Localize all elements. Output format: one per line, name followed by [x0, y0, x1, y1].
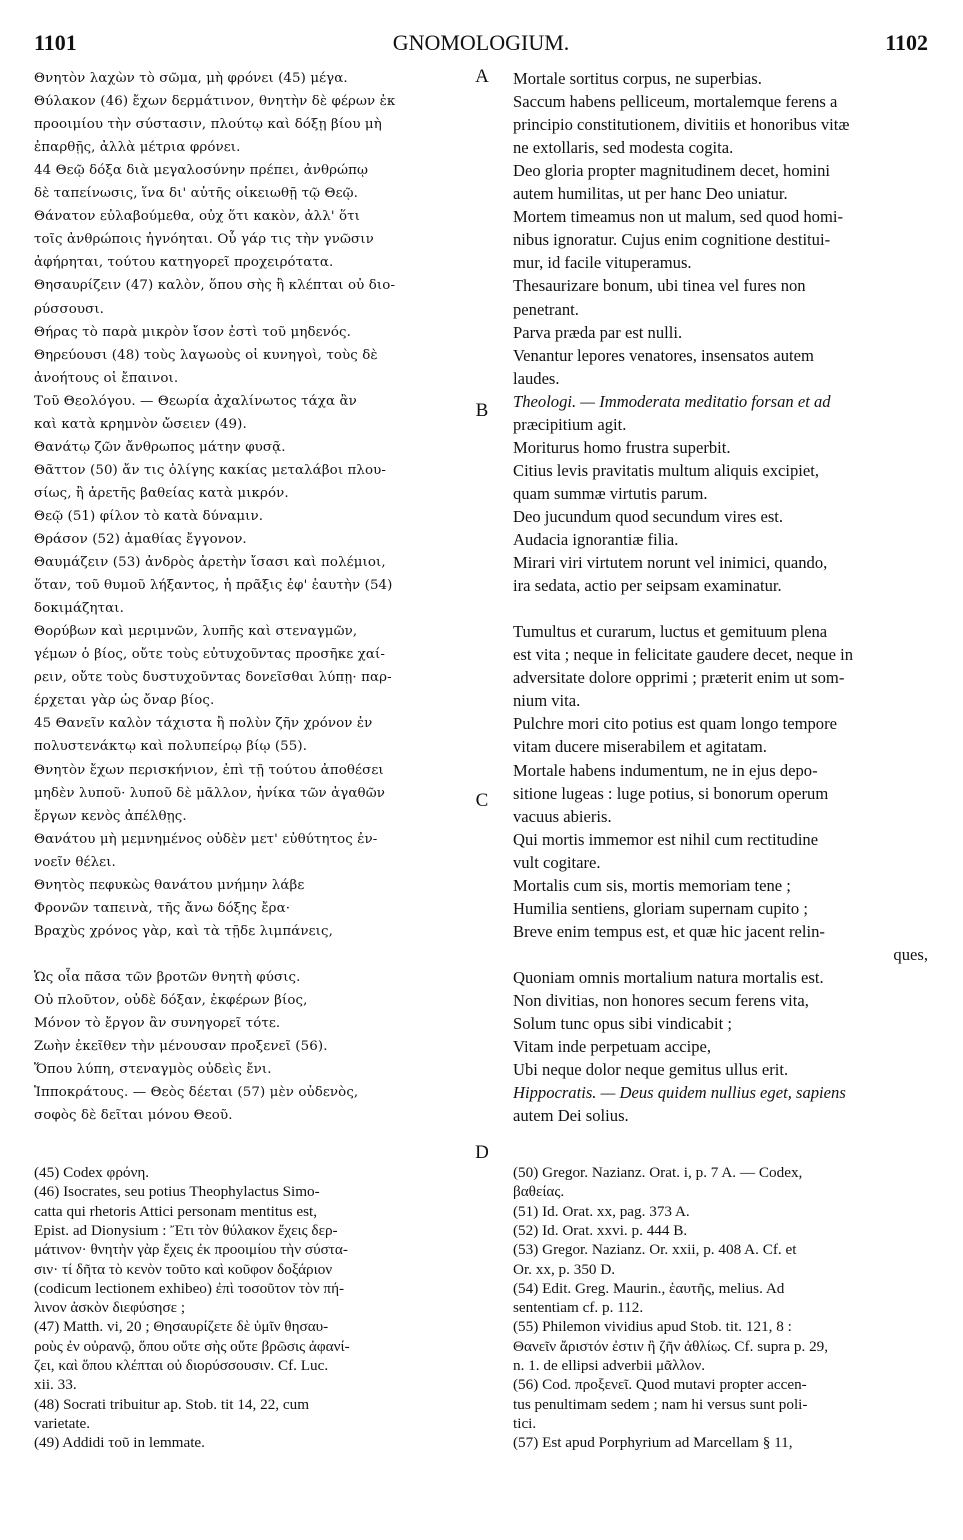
text-line: n. 1. de ellipsi adverbii μᾶλλον. — [513, 1357, 706, 1374]
text-line: Ὅπου λύπη, στεναγμὸς οὐδεὶς ἔνι. — [34, 1062, 272, 1078]
text-line: ques, — [893, 944, 928, 964]
text-line: Mortale sortitus corpus, ne superbias. — [513, 69, 762, 88]
text-line: catta qui rhetoris Attici personam mentitus est, — [34, 1202, 318, 1220]
text-line: Θεῷ (51) φίλον τὸ κατὰ δύναμιν. — [34, 508, 264, 524]
text-line: Θράσον (52) ἀμαθίας ἔγγονον. — [34, 532, 247, 547]
text-line: Θηρεύουσι (48) τοὺς λαγωοὺς οἱ κυνηγοὶ, τοὺς δὲ — [34, 347, 378, 363]
text-line: πολυστενάκτῳ καὶ πολυπείρῳ βίῳ (55). — [34, 739, 308, 755]
text-line: penetrant. — [513, 299, 579, 319]
text-line: Moriturus homo frustra superbit. — [513, 437, 731, 457]
text-line: Breve enim tempus est, et quæ hic jacent relin- — [513, 921, 825, 941]
text-line: Θνητὸν ἔχων περισκήνιον, ἐπὶ τῇ τούτου ἀποθέσει — [34, 762, 384, 778]
text-line: Βραχὺς χρόνος γὰρ, καὶ τὰ τῇδε λιμπάνεις, — [34, 923, 333, 939]
text-line: autem Dei solius. — [513, 1106, 629, 1126]
running-title: GNOMOLOGIUM. — [392, 30, 570, 55]
text-line — [34, 944, 469, 966]
text-line: 44 Θεῷ δόξα διὰ μεγαλοσύνην πρέπει, ἀνθρώπῳ — [34, 163, 369, 179]
text-line: Saccum habens pelliceum, mortalemque ferens a — [513, 92, 838, 112]
text-line: ira sedata, actio per seipsam examinatur. — [513, 576, 782, 596]
text-line: autem humilitas, ut per hanc Deo uniatur. — [513, 184, 788, 204]
text-line: Hippocratis. — Deus quidem nullius eget, sapiens — [513, 1083, 846, 1103]
text-line: Epist. ad Dionysium : Ἔτι τὸν θύλακον ἔχεις δερ- — [34, 1221, 338, 1239]
text-line: Φρονῶν ταπεινὰ, τῆς ἄνω δόξης ἔρα· — [34, 900, 291, 916]
text-line: (46) Isocrates, seu potius Theophylactus Simo- — [34, 1183, 320, 1201]
text-line: nibus ignoratur. Cujus enim cognitione destitui- — [513, 230, 831, 250]
text-line: Θνητὸν λαχὼν τὸ σῶμα, μὴ φρόνει (45) μέγα. — [34, 71, 348, 86]
text-line: nium vita. — [513, 691, 581, 711]
text-line: Θάνατον εὐλαβούμεθα, οὐχ ὅτι κακὸν, ἀλλ' ὅτι — [34, 209, 360, 225]
text-line: ἐπαρθῇς, ἀλλὰ μέτρια φρόνει. — [34, 140, 241, 156]
margin-marker-a: A — [475, 66, 489, 87]
text-line: ἀφήρηται, τούτου κατηγορεῖ προχειρότατα. — [34, 255, 334, 271]
text-line: Quoniam omnis mortalium natura mortalis est. — [513, 967, 824, 987]
text-line: Deo jucundum quod secundum vires est. — [513, 506, 784, 526]
text-line: καὶ κατὰ κρημνὸν ὤσειεν (49). — [34, 416, 247, 432]
text-line: προοιμίου τὴν σύστασιν, πλούτῳ καὶ δόξῃ βίου μὴ — [34, 117, 382, 133]
text-line: ροὺς ἐν οὐρανῷ, ὅπου οὔτε σὴς οὔτε βρῶσις ἀφανί- — [34, 1337, 350, 1355]
text-line: (56) Cod. προξενεῖ. Quod mutavi propter accen- — [513, 1376, 807, 1394]
text-line: (49) Addidi τοῦ in lemmate. — [34, 1434, 205, 1452]
text-line: Theologi. — Immoderata meditatio forsan et ad — [513, 391, 831, 411]
text-line: βαθείας. — [513, 1183, 565, 1201]
text-line: γέμων ὁ βίος, οὔτε τοὺς εὐτυχοῦντας προσῆκε χαί- — [34, 647, 385, 663]
text-line: Solum tunc opus sibi vindicabit ; — [513, 1014, 732, 1034]
text-line: Θησαυρίζειν (47) καλὸν, ὅπου σὴς ἢ κλέπται οὐ διο- — [34, 278, 396, 294]
text-line: est vita ; neque in felicitate gaudere decet, neque in — [513, 645, 854, 665]
text-line: Tumultus et curarum, luctus et gemituum plena — [513, 622, 828, 642]
text-line: σίως, ἢ ἀρετῆς βαθείας κατὰ μικρόν. — [34, 485, 289, 501]
text-line: Θύλακον (46) ἔχων δερμάτινον, θνητὴν δὲ φέρων ἐκ — [34, 94, 396, 110]
text-line: Τοῦ Θεολόγου. — Θεωρία ἀχαλίνωτος τάχα ἂν — [34, 393, 357, 409]
text-line: (52) Id. Orat. xxvi. p. 444 B. — [513, 1221, 688, 1239]
text-line: xii. 33. — [34, 1376, 77, 1394]
text-line: Humilia sentiens, gloriam supernam cupito ; — [513, 898, 808, 918]
text-line: laudes. — [513, 368, 560, 388]
text-line: Θανεῖν ἄριστόν ἐστιν ἢ ζῆν ἀθλίως. Cf. supra p. 29, — [513, 1337, 829, 1355]
text-line: Θνητὸς πεφυκὼς θανάτου μνήμην λάβε — [34, 877, 305, 893]
text-line: ρειν, οὔτε τοὺς δυστυχοῦντας δονεῖσθαι λύπῃ· παρ- — [34, 670, 392, 686]
text-line: (54) Edit. Greg. Maurin., ἑαυτῆς, melius. Ad — [513, 1279, 785, 1297]
page-number-left: 1101 — [34, 30, 77, 55]
text-line: sitione lugeas : luge potius, si bonorum operum — [513, 783, 829, 803]
text-line: έρχεται γὰρ ὡς ὄναρ βίος. — [34, 693, 215, 709]
text-line: Θᾶττον (50) ἄν τις ὀλίγης κακίας μεταλάβοι πλου- — [34, 462, 387, 478]
text-line: Θήρας τὸ παρὰ μικρὸν ἴσον ἐστὶ τοῦ μηδενός. — [34, 324, 352, 340]
text-line: Deo gloria propter magnitudinem decet, homini — [513, 161, 831, 181]
text-line: μάτινον· θνητὴν γὰρ ἔχεις ἐκ προοιμίου τὴν σύστα- — [34, 1241, 348, 1259]
text-line: (53) Gregor. Nazianz. Or. xxii, p. 408 A. Cf. et — [513, 1241, 797, 1259]
text-line: μηδὲν λυποῦ· λυποῦ δὲ μᾶλλον, ἡνίκα τῶν ἀγαθῶν — [34, 785, 385, 801]
margin-marker-c: C — [475, 790, 489, 811]
text-line: Μόνον τὸ ἔργον ἂν συνηγορεῖ τότε. — [34, 1016, 281, 1032]
text-line: Θαυμάζειν (53) ἀνδρὸς ἀρετὴν ἴσασι καὶ πολέμιοι, — [34, 555, 386, 571]
text-line: Ζωὴν ἐκεῖθεν τὴν μένουσαν προξενεῖ (56). — [34, 1039, 328, 1055]
text-line: σοφὸς δὲ δεῖται μόνου Θεοῦ. — [34, 1108, 233, 1124]
text-line: Ὡς οἷα πᾶσα τῶν βροτῶν θνητὴ φύσις. — [34, 969, 301, 985]
text-line: (51) Id. Orat. xx, pag. 373 A. — [513, 1202, 690, 1220]
text-line — [513, 598, 928, 620]
text-line: Οὐ πλοῦτον, οὐδὲ δόξαν, ἐκφέρων βίος, — [34, 993, 308, 1008]
text-line: Mortem timeamus non ut malum, sed quod homi- — [513, 207, 843, 227]
text-line: tici. — [513, 1414, 537, 1432]
text-line: Θορύβων καὶ μεριμνῶν, λυπῆς καὶ στεναγμῶν, — [34, 624, 358, 640]
text-line: sententiam cf. p. 112. — [513, 1299, 644, 1317]
text-line: ne extollaris, sed modesta cogita. — [513, 138, 734, 158]
text-line: τοῖς ἀνθρώποις ἠγνόηται. Οὗ γάρ τις τὴν γνῶσιν — [34, 232, 374, 248]
text-line: (50) Gregor. Nazianz. Orat. i, p. 7 A. — Codex, — [513, 1164, 803, 1181]
text-line: (47) Matth. vi, 20 ; Θησαυρίζετε δὲ ὑμῖν θησαυ- — [34, 1318, 329, 1336]
text-line: ἀνοήτους οἱ ἔπαινοι. — [34, 370, 179, 386]
margin-marker-b: B — [475, 400, 489, 421]
text-line: varietate. — [34, 1414, 91, 1432]
text-line: Mirari viri virtutem norunt vel inimici, quando, — [513, 553, 828, 573]
text-line: Venantur lepores venatores, insensatos autem — [513, 345, 814, 365]
text-line: vitam ducere miserabilem et agitatam. — [513, 737, 767, 757]
text-line: Non divitias, non honores secum ferens vita, — [513, 991, 809, 1010]
text-line: (codicum lectionem exhibeo) ἐπὶ τοσοῦτον τὸν πή- — [34, 1279, 345, 1297]
text-line: (55) Philemon vividius apud Stob. tit. 121, 8 : — [513, 1318, 792, 1336]
text-line: ρύσσουσι. — [34, 301, 105, 317]
text-line: Thesaurizare bonum, ubi tinea vel fures non — [513, 276, 806, 296]
text-line: (48) Socrati tribuitur ap. Stob. tit 14, 22, cum — [34, 1395, 310, 1413]
text-line: λινον ἀσκὸν διεφύσησε ; — [34, 1299, 186, 1317]
text-line: ἔργων κενὸς ἀπέλθῃς. — [34, 808, 187, 824]
text-line: Citius levis pravitatis multum aliquis excipiet, — [513, 460, 820, 480]
text-line: (45) Codex φρόνη. — [34, 1164, 150, 1181]
text-line: adversitate dolore opprimi ; præterit enim ut som- — [513, 668, 845, 688]
text-line: ζει, καὶ ὅπου κλέπται οὐ διορύσσουσιν. Cf. Luc. — [34, 1357, 329, 1374]
text-line: Qui mortis immemor est nihil cum rectitudine — [513, 829, 819, 849]
text-line: mur, id facile vituperamus. — [513, 253, 692, 273]
page-header — [34, 30, 928, 64]
text-line: σιν· τί δῆτα τὸ κενὸν τοῦτο καὶ κοῦφον δοξάριον — [34, 1260, 333, 1278]
margin-marker-d: D — [475, 1142, 489, 1163]
text-line: principio constitutionem, divitiis et honoribus vitæ — [513, 115, 850, 135]
text-line: Mortale habens indumentum, ne in ejus depo- — [513, 760, 818, 780]
text-line: Ubi neque dolor neque gemitus ullus erit. — [513, 1060, 789, 1080]
text-line: Parva præda par est nulli. — [513, 322, 683, 342]
text-line: Θανάτου μὴ μεμνημένος οὐδὲν μετ' εὐθύτητος ἐν- — [34, 831, 378, 847]
text-line: Vitam inde perpetuam accipe, — [513, 1037, 712, 1057]
text-line: δὲ ταπείνωσις, ἵνα δι' αὐτῆς οἰκειωθῇ τῷ Θεῷ. — [34, 186, 359, 202]
text-line: (57) Est apud Porphyrium ad Marcellam § 11, — [513, 1434, 793, 1452]
page-number-right: 1102 — [885, 30, 928, 55]
text-line: Or. xx, p. 350 D. — [513, 1260, 616, 1278]
text-line: Audacia ignorantiæ filia. — [513, 530, 679, 549]
text-line: δοκιμάζηται. — [34, 601, 124, 617]
text-line: Mortalis cum sis, mortis memoriam tene ; — [513, 875, 791, 895]
text-line: νοεῖν θέλει. — [34, 854, 116, 870]
text-line: 45 Θανεῖν καλὸν τάχιστα ἢ πολὺν ζῆν χρόνον ἐν — [34, 716, 373, 732]
text-line: Ἱπποκράτους. — Θεὸς δέεται (57) μὲν οὐδενὸς, — [34, 1085, 359, 1101]
text-line: quam summæ virtutis parum. — [513, 483, 708, 503]
text-line: tus penultimam sedem ; nam hi versus sunt poli- — [513, 1395, 808, 1413]
text-line: vacuus abieris. — [513, 806, 612, 826]
text-line: præcipitium agit. — [513, 414, 627, 434]
text-line: ὅταν, τοῦ θυμοῦ λήξαντος, ἡ πρᾶξις ἐφ' ἑαυτὴν (54) — [34, 578, 393, 594]
text-line: Pulchre mori cito potius est quam longo tempore — [513, 714, 837, 734]
text-line: vult cogitare. — [513, 852, 601, 872]
text-line: Θανάτῳ ζῶν ἄνθρωπος μάτην φυσᾷ. — [34, 439, 286, 455]
